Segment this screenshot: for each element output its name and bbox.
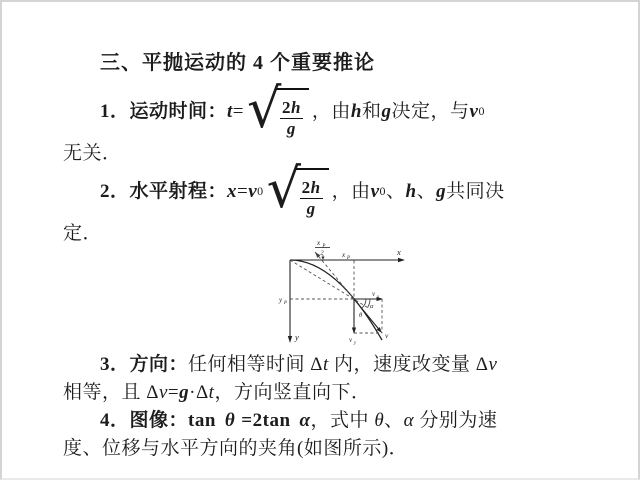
axes (290, 260, 402, 340)
tan-function: tan (188, 410, 216, 431)
item3-line1 (100, 351, 497, 378)
item3-number-label: 3．方向： (100, 354, 189, 375)
vx-label-sub: x (377, 295, 380, 300)
variable-v0: v (248, 180, 258, 202)
yp-label: y (279, 296, 283, 304)
variable-g: g (179, 382, 190, 403)
projectile-trajectory-figure (272, 238, 442, 350)
trajectory-curve (290, 260, 382, 340)
equals-sign: = (167, 382, 180, 403)
dot-operator: · (189, 382, 196, 403)
radicand (276, 88, 309, 138)
text-segment: 内，速度改变量 Δ (328, 354, 489, 375)
variable-h: h (350, 100, 362, 122)
variable-v: v (158, 382, 168, 403)
formula-mid: =2tan (241, 410, 291, 431)
variable-x: x (227, 180, 238, 202)
construction-lines (290, 249, 382, 333)
text-segment: 和 (362, 100, 382, 122)
variable-t: t (227, 100, 233, 122)
variable-alpha: α (299, 410, 311, 431)
delta-symbol: Δ (195, 382, 209, 403)
item1-line2: 无关． (63, 143, 122, 164)
text-segment: 、 (384, 410, 404, 431)
item4-line1 (100, 407, 497, 434)
x-axis-arrow (398, 258, 405, 262)
vy-label-sub: y (354, 341, 357, 346)
fraction (300, 179, 323, 218)
radicand (296, 168, 329, 218)
item1-number-label: 1．运动时间： (100, 100, 228, 122)
v-label: v (385, 331, 389, 340)
variable-g: g (381, 100, 392, 122)
variable-theta: θ (374, 410, 385, 431)
item4-number-label: 4．图像： (100, 410, 189, 431)
text-segment: 共同决 (446, 180, 505, 202)
text-segment: 相等，且 Δ (63, 382, 159, 403)
item2-number-label: 2．水平射程： (100, 180, 228, 202)
variable-v0: v (469, 100, 479, 122)
text-segment: ，式中 (310, 410, 375, 431)
variable-h: h (405, 180, 417, 202)
fraction-numerator: 2h (281, 97, 301, 117)
item2-line1: 2．水平射程： x = v 0 √ $\frac{2h}{g}$ ，由 v 0 、 h 、 g 共同决 (100, 156, 505, 220)
frac-num-sub: P (322, 244, 326, 249)
sqrt-expression (247, 76, 309, 140)
item1-line1: 1．运动时间： t = √ $\frac{2h}{g}$ ，由 h 和 g 决定，与 v 0 (100, 76, 485, 140)
text-segment: ，由 (331, 180, 371, 202)
alpha-label: α (370, 303, 374, 310)
fraction (280, 99, 303, 138)
vy-label: v (349, 336, 353, 344)
variable-t: t (322, 354, 329, 375)
variable-g: g (436, 180, 447, 202)
radical-sign: √ (266, 156, 302, 220)
sqrt-expression (266, 156, 329, 220)
text-segment: 、 (386, 180, 406, 202)
variable-v: v (488, 354, 498, 375)
item3-line2 (63, 379, 370, 406)
xp-label: x (342, 251, 346, 259)
y-axis-label: y (295, 332, 299, 342)
yp-label-sub: P (284, 301, 287, 306)
text-segment: 、 (416, 180, 437, 202)
frac-den: 2 (320, 249, 324, 257)
vx-label: v (372, 290, 376, 298)
velocity-vectors (354, 299, 380, 331)
text-segment: 决定，与 (391, 100, 470, 122)
item2-line2: 定． (63, 223, 103, 244)
fraction-denominator: g (280, 118, 303, 138)
frac-num: x (317, 239, 321, 247)
theta-label: θ (359, 312, 363, 319)
variable-t: t (208, 382, 215, 403)
equals-sign: = (237, 180, 249, 202)
text-segment: 任何相等时间 Δ (188, 354, 323, 375)
item4-line2: 度、位移与水平方向的夹角(如图所示)． (63, 438, 409, 459)
text-segment: ，由 (311, 100, 351, 122)
y-axis-arrow (288, 336, 292, 343)
section-title: 三、平抛运动的 4 个重要推论 (100, 52, 375, 74)
fraction-denominator: g (300, 198, 323, 218)
equals-sign: = (232, 100, 245, 122)
text-segment: 分别为速 (414, 410, 498, 431)
variable-theta: θ (224, 410, 236, 431)
xp-label-sub: P (347, 256, 350, 261)
text-segment: ，方向竖直向下． (214, 382, 371, 403)
x-axis-label: x (397, 247, 401, 257)
variable-alpha: α (403, 410, 415, 431)
radical-sign: √ (247, 76, 282, 140)
variable-v0: v (370, 180, 380, 202)
fraction-numerator: 2h (301, 177, 321, 197)
